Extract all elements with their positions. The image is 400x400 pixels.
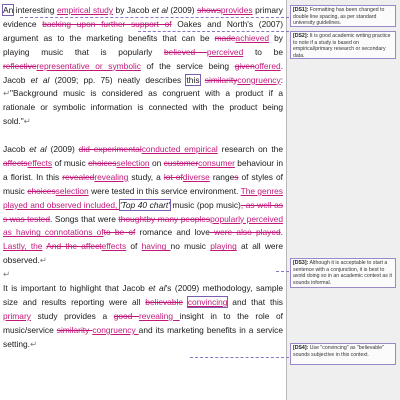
text-run: and that this [227, 297, 283, 308]
paragraph-mark: ↵ [39, 255, 47, 266]
tracked-deletion: believable [145, 297, 183, 308]
comment-initials: [DS3]: [293, 260, 309, 266]
text-run: It is important to highlight that Jacob [3, 283, 149, 294]
tracked-insertion: consumer [198, 157, 235, 168]
comment-balloon[interactable] [290, 31, 396, 59]
paragraph-mark: ↵ [30, 338, 38, 349]
paragraph-mark: ↵ [23, 116, 31, 127]
italic-text: 'Top 40 chart' [119, 199, 170, 210]
tracked-deletion: to be of [103, 227, 136, 238]
tracked-insertion: The genres played and observed included, [3, 185, 283, 210]
tracked-deletion: And the affect [46, 241, 102, 252]
text-run: (2009; pp. 75) neatly describes [49, 74, 187, 85]
tracked-deletion: shows [197, 5, 221, 15]
tracked-insertion: achieved [235, 32, 270, 43]
tracked-insertion: provides [220, 5, 253, 15]
text-run: behaviour in a florist. In this [3, 157, 283, 182]
tracked-insertion: revealing [138, 310, 180, 321]
tracked-insertion: effects [27, 157, 53, 168]
tracked-deletion: customer [163, 157, 199, 168]
comment-text: Use "convincing" as "believable" sounds subjective in this context. [293, 345, 385, 358]
text-run: at all were observed. [3, 241, 283, 266]
text-run: to be [243, 46, 283, 57]
text-run: of the service being [140, 60, 235, 71]
text-run: insight in to the role of music/service [3, 310, 283, 335]
text-run: no music [170, 241, 211, 252]
tracked-deletion: affects [3, 157, 28, 168]
text-run: music (pop music) [169, 199, 241, 210]
text-run: range [209, 171, 235, 182]
tracked-deletion: similarity [204, 74, 238, 85]
text-run: An [3, 5, 14, 15]
tracked-deletion: similarity [56, 324, 93, 335]
text-run: . Songs that were [50, 213, 119, 224]
italic-text: et al [29, 144, 47, 155]
text-run: and its marketing benefits in a service setting. [3, 324, 283, 349]
tracked-insertion: congruency [237, 74, 281, 85]
paragraph[interactable] [3, 4, 283, 129]
paragraph[interactable] [3, 282, 283, 352]
text-run: . [280, 227, 283, 238]
text-run: of [126, 241, 142, 252]
tracked-deletion: were also played [209, 227, 281, 238]
document-body[interactable] [3, 4, 283, 352]
tracked-insertion: perceived [206, 46, 244, 57]
tracked-deletion: good [113, 310, 139, 321]
tracked-deletion: given [234, 60, 255, 71]
text-run: primary evidence [3, 5, 283, 29]
comment-balloon[interactable] [290, 5, 396, 27]
tracked-deletion: revealed [62, 171, 95, 182]
tracked-insertion: empirical study [56, 5, 114, 15]
tracked-deletion: made [214, 32, 236, 43]
tracked-insertion: convincing [187, 297, 228, 308]
text-run: of music [52, 157, 89, 168]
tracked-deletion: reflective [3, 60, 37, 71]
tracked-deletion: backing upon further support of [42, 18, 172, 29]
tracked-insertion: offered [254, 60, 281, 71]
text-run: (2009) [46, 144, 79, 155]
comment-leader-line [20, 17, 289, 18]
tracked-insertion: effects [101, 241, 127, 252]
comment-leader-line [138, 31, 289, 32]
text-run: Oakes and North's (2007) argument as to the marketing benefits that can be [3, 18, 283, 43]
tracked-deletion: lot of [163, 171, 183, 182]
text-run: research on the [217, 144, 283, 155]
text-run: of styles of music [3, 171, 283, 196]
italic-text: et al [148, 283, 166, 294]
text-run: on [149, 157, 164, 168]
text-run: 's (2009) methodology, sample size and results reporting were all [3, 283, 283, 308]
tracked-insertion: conducted empirical [141, 144, 218, 155]
comment-text: Formatting has been changed to double line spacing, as per standard university guidelines. [293, 7, 385, 27]
comment-initials: [DS4]: [293, 345, 309, 351]
paragraph-mark: ↵ [3, 88, 11, 99]
text-run: "Background music is considered as congruent with a product if a rationale or symbolic information is connected with the product being sold." [3, 88, 283, 127]
text-run: this [186, 74, 200, 85]
text-run: by playing music that is popularly [3, 32, 283, 57]
tracked-insertion: having [141, 241, 171, 252]
paragraph-mark: ↵ [3, 269, 11, 280]
tracked-deletion: did experimental [78, 144, 142, 155]
comment-text: It is good academic writing practice to note if a study is based on empirical/primary research or secondary data. [293, 33, 391, 59]
tracked-insertion: selection [116, 157, 150, 168]
comment-initials: [DS2]: [293, 33, 309, 39]
tracked-insertion: representative or symbolic [36, 60, 141, 71]
tracked-insertion: popularly perceived as having connotations of [3, 213, 283, 238]
comment-margin [287, 0, 400, 400]
tracked-insertion: congruency [92, 324, 139, 335]
tracked-deletion: believed [164, 46, 207, 57]
text-run: (2009) [167, 5, 198, 15]
tracked-deletion: choices [88, 157, 117, 168]
tracked-insertion: revealing [94, 171, 129, 182]
tracked-insertion: diverse [182, 171, 210, 182]
text-run: romance and love [135, 227, 210, 238]
comment-balloon[interactable] [290, 343, 396, 365]
tracked-deletion: thoughtby many peoples [118, 213, 211, 224]
empty-paragraph[interactable] [3, 268, 283, 282]
comment-initials: [DS1]: [293, 7, 309, 13]
text-run: interesting [13, 5, 57, 15]
tracked-deletion: choices [27, 185, 56, 196]
tracked-insertion: playing [210, 241, 237, 252]
italic-text: et al [30, 74, 50, 85]
tracked-insertion: selection [55, 185, 89, 196]
text-run: were tested in this service environment. [88, 185, 241, 196]
text-run: study provides a [30, 310, 114, 321]
tracked-insertion: Lastly, the [3, 241, 43, 252]
text-run: . Jacob [3, 60, 284, 85]
comment-balloon[interactable] [290, 258, 396, 288]
comment-leader-line [276, 271, 289, 272]
comment-leader-line [190, 357, 289, 358]
text-run: : [280, 74, 283, 85]
tracked-deletion: s [234, 171, 239, 182]
text-run: study, a [128, 171, 164, 182]
comment-text: Although it is acceptable to start a sentence with a conjunction, it is best to avoid doing so in an academic context as it sounds informal. [293, 260, 392, 286]
paragraph[interactable] [3, 143, 283, 268]
italic-text: et al [151, 5, 168, 15]
text-run: Jacob [3, 144, 30, 155]
tracked-insertion: primary [3, 310, 31, 321]
tracked-deletion: , as well as s was tested [3, 199, 283, 224]
text-run: by Jacob [113, 5, 152, 15]
